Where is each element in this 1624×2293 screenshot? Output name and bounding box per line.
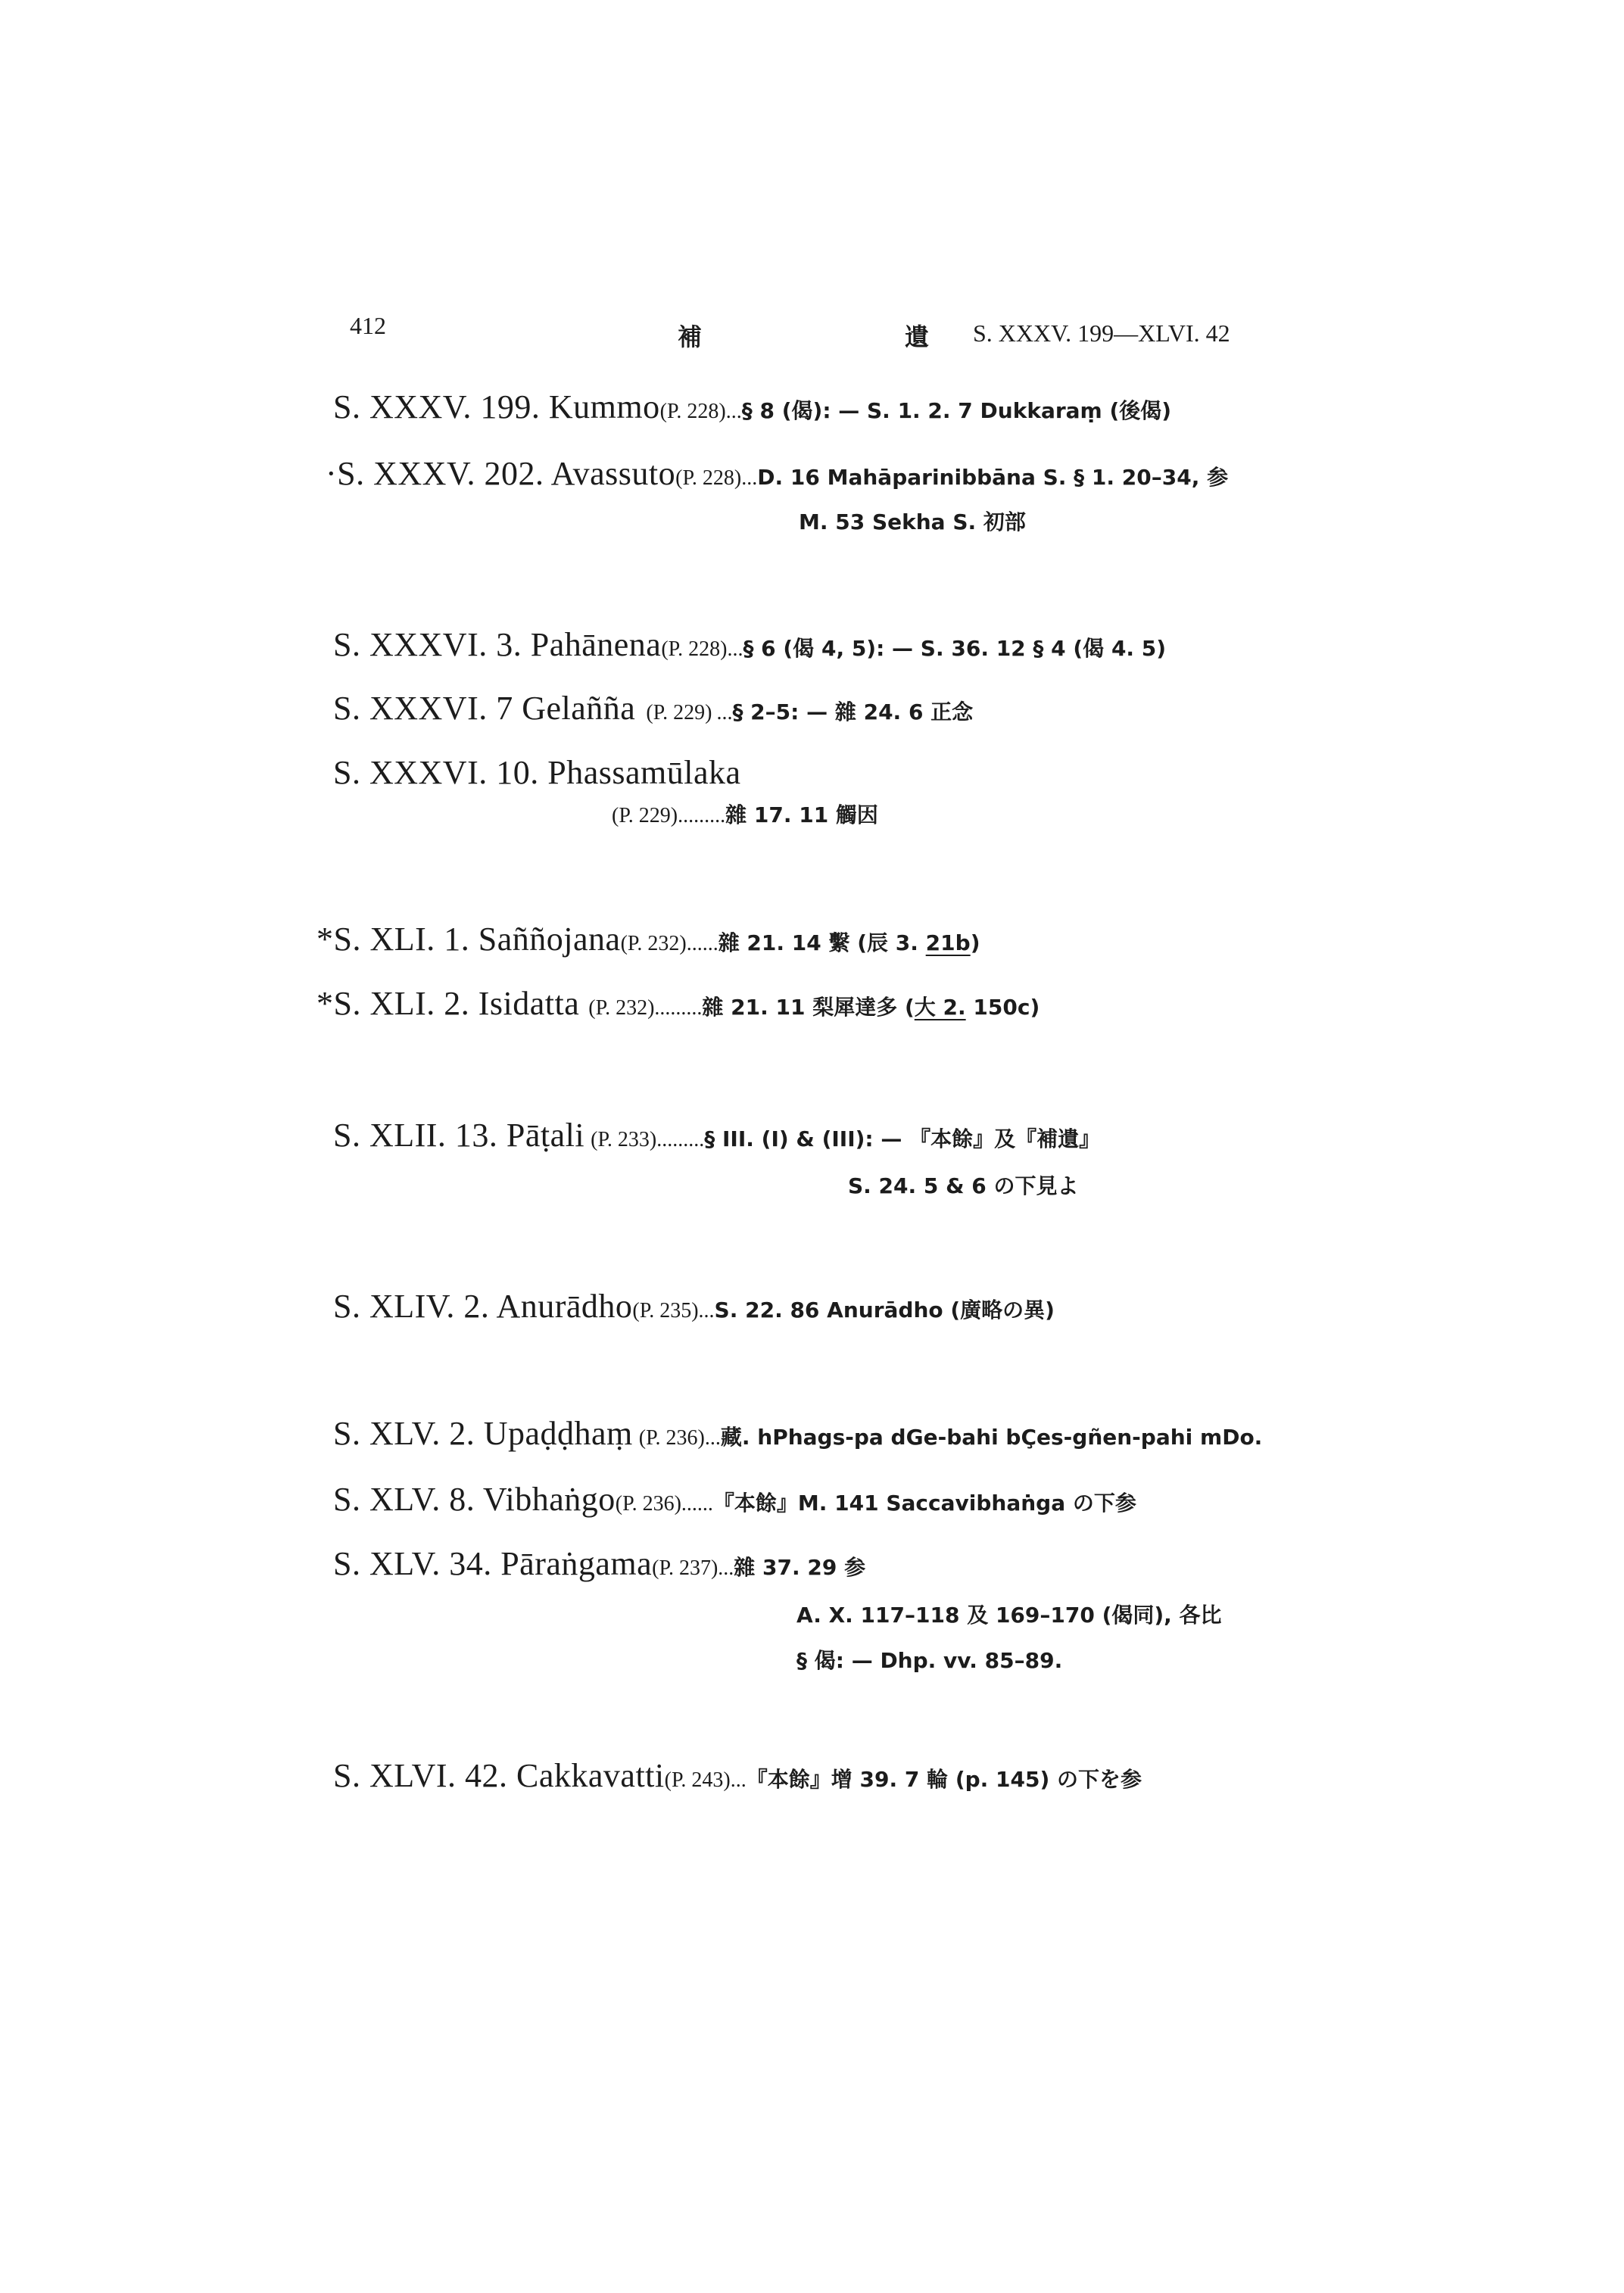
entry-note-tail: 150c) xyxy=(965,995,1040,1020)
entry-page: (P. 228) xyxy=(659,400,726,423)
entry-page: (P. 235) xyxy=(632,1299,699,1323)
entry-reference: S. XXXVI. 10. Phassamūlaka xyxy=(333,754,741,791)
entry-page: (P. 228) xyxy=(675,466,742,490)
entry-page: (P. 233) xyxy=(591,1128,657,1151)
entry-prefix-mark: * xyxy=(316,985,334,1022)
entry-note-continuation: A. X. 117–118 及 169–170 (偈同), 各比 xyxy=(796,1603,1222,1628)
entry-row xyxy=(326,454,1228,493)
entry-reference: S. XLV. 34. Pāraṅgama xyxy=(333,1545,653,1582)
entry-note: D. 16 Mahāparinibbāna S. § 1. 20–34, 参 xyxy=(757,465,1229,490)
entry-note: § 2–5: — 雜 24. 6 正念 xyxy=(732,699,974,724)
entry-note: 『本餘』增 39. 7 輪 (p. 145) の下を参 xyxy=(746,1767,1142,1792)
entry-reference: S. XXXVI. 7 Gelañña xyxy=(333,690,636,727)
entry-note-continuation: § 偈: — Dhp. vv. 85–89. xyxy=(796,1648,1063,1673)
entry-reference: S. XLI. 2. Isidatta xyxy=(333,985,580,1022)
entry-page: (P. 236) xyxy=(615,1492,681,1516)
entry-dots: ... xyxy=(741,466,758,490)
entry-note: 雜 17. 11 觸因 xyxy=(725,802,878,827)
entry-note: 雜 37. 29 参 xyxy=(734,1555,866,1580)
entry-row xyxy=(316,920,980,958)
entry-note-underlined: 21b xyxy=(925,930,971,955)
entry-dots: ... xyxy=(716,701,733,724)
entry-page: (P. 228) xyxy=(661,637,728,661)
entry-dots: ... xyxy=(704,1426,721,1450)
entry-page: (P. 237) xyxy=(652,1556,718,1580)
entry-prefix-mark: · xyxy=(326,455,338,492)
entry-reference: S. XLV. 2. Upaḍḍhaṃ xyxy=(333,1415,633,1452)
entry-row xyxy=(612,799,878,829)
entry-dots: ......... xyxy=(678,804,726,827)
entry-reference: S. XXXV. 202. Avassuto xyxy=(337,455,676,492)
entry-row xyxy=(333,388,1171,426)
entry-reference: S. XLIV. 2. Anurādho xyxy=(333,1288,633,1325)
entry-note: § III. (I) & (III): — 『本餘』及『補遺』 xyxy=(704,1126,1101,1151)
entry-row xyxy=(333,625,1166,664)
entry-dots: ... xyxy=(730,1768,747,1792)
entry-dots: ... xyxy=(718,1556,734,1580)
entry-page: (P. 236) xyxy=(638,1426,705,1450)
entry-page: (P. 232) xyxy=(588,996,655,1020)
entry-dots: ...... xyxy=(686,932,718,955)
entry-dots: ...... xyxy=(681,1492,713,1516)
running-range: S. XXXV. 199—XLVI. 42 xyxy=(973,319,1230,347)
entry-dots: ... xyxy=(698,1299,715,1323)
entry-note: 藏. hPhags-pa dGe-bahi bÇes-gñen-pahi mDo. xyxy=(720,1425,1263,1450)
entry-dots: ... xyxy=(725,400,742,423)
entry-prefix-mark: * xyxy=(316,921,334,958)
entry-row xyxy=(333,1414,1262,1453)
entry-row xyxy=(333,1287,1055,1326)
entry-reference: S. XLII. 13. Pāṭali xyxy=(333,1117,585,1154)
entry-note: 雜 21. 14 繫 (辰 3. xyxy=(718,930,926,955)
entry-row xyxy=(333,1544,865,1583)
entry-reference: S. XXXV. 199. Kummo xyxy=(333,388,660,425)
entry-row xyxy=(316,984,1040,1023)
entry-page: (P. 232) xyxy=(620,932,687,955)
entry-note: § 6 (偈 4, 5): — S. 36. 12 § 4 (偈 4. 5) xyxy=(743,636,1167,661)
entry-row xyxy=(333,1116,1100,1154)
entry-dots: ......... xyxy=(654,996,703,1020)
entry-note: 『本餘』M. 141 Saccavibhaṅga の下参 xyxy=(712,1491,1136,1516)
entry-reference: S. XLV. 8. Vibhaṅgo xyxy=(333,1481,616,1518)
entry-note-underlined: 大 2. xyxy=(914,995,966,1020)
entry-page: (P. 243) xyxy=(664,1768,731,1792)
page-number: 412 xyxy=(350,312,386,339)
entry-page: (P. 229) xyxy=(646,701,712,724)
entry-row xyxy=(333,1756,1142,1795)
entry-row xyxy=(333,689,973,727)
entry-note: S. 22. 86 Anurādho (廣略の異) xyxy=(714,1298,1055,1323)
entry-reference: S. XLI. 1. Saññojana xyxy=(333,921,621,958)
entry-reference: S. XLVI. 42. Cakkavatti xyxy=(333,1757,665,1794)
entry-note: 雜 21. 11 梨犀達多 ( xyxy=(702,995,915,1020)
running-title-right: 遺 xyxy=(905,322,930,351)
entry-note-tail: ) xyxy=(970,930,980,955)
entry-reference: S. XXXVI. 3. Pahānena xyxy=(333,626,662,663)
running-title-left: 補 xyxy=(678,322,703,351)
entry-note-continuation: M. 53 Sekha S. 初部 xyxy=(799,509,1026,534)
entry-dots: ... xyxy=(727,637,743,661)
entry-dots: ......... xyxy=(656,1128,705,1151)
entry-note-continuation: S. 24. 5 & 6 の下見よ xyxy=(848,1173,1079,1198)
entry-row xyxy=(333,1480,1136,1519)
entry-page: (P. 229) xyxy=(612,804,678,827)
entry-note: § 8 (偈): — S. 1. 2. 7 Dukkaraṃ (後偈) xyxy=(741,398,1172,423)
